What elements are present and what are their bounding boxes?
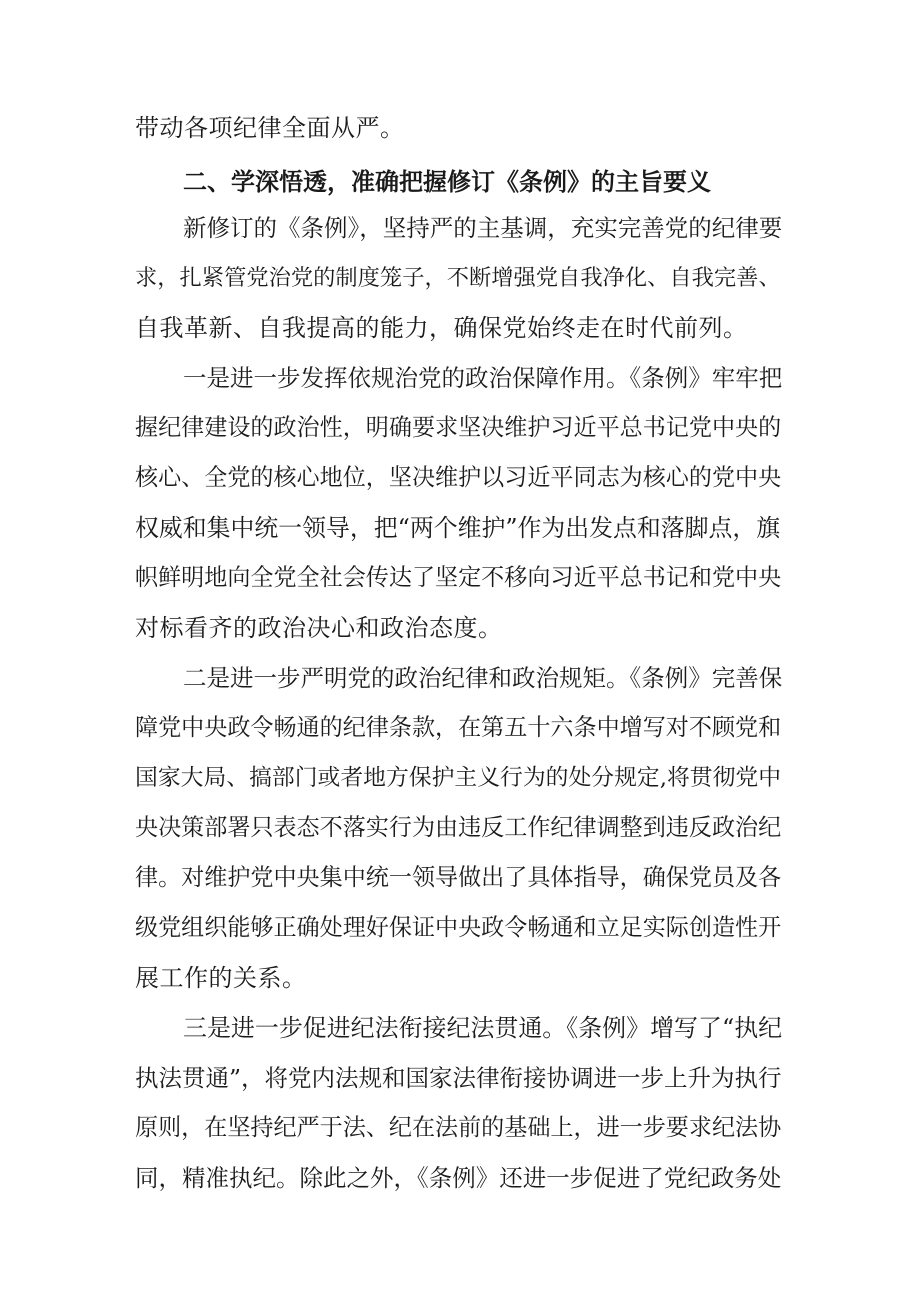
paragraph-line: 权威和集中统一领导，把“两个维护”作为出发点和落脚点，旗 — [135, 514, 781, 542]
paragraph-line: 律。对维护党中央集中统一领导做出了具体指导，确保党员及各 — [135, 865, 782, 891]
paragraph-line: 国家大局、搞部门或者地方保护主义行为的处分规定,将贯彻党中 — [135, 765, 782, 791]
section-heading: 二、学深悟透，准确把握修订《条例》的主旨要义 — [183, 168, 711, 196]
paragraph-line: 展工作的关系。 — [135, 964, 307, 992]
paragraph-line: 帜鲜明地向全党全社会传达了坚定不移向习近平总书记和党中央 — [135, 565, 782, 591]
paragraph-line: 新修订的《条例》，坚持严的主基调，充实完善党的纪律要 — [183, 214, 783, 242]
paragraph-line: 央决策部署只表态不落实行为由违反工作纪律调整到违反政治纪 — [135, 815, 782, 841]
paragraph-line: 握纪律建设的政治性，明确要求坚决维护习近平总书记党中央的 — [135, 415, 782, 441]
paragraph-line: 执法贯通”，将党内法规和国家法律衔接协调进一步上升为执行 — [135, 1064, 782, 1092]
paragraph-line: 带动各项纪律全面从严。 — [135, 114, 405, 142]
paragraph-line: 核心、全党的核心地位，坚决维护以习近平同志为核心的党中央 — [135, 465, 782, 491]
paragraph-line: 一是进一步发挥依规治党的政治保障作用。《条例》牢牢把 — [183, 364, 783, 392]
paragraph-line: 自我革新、自我提高的能力，确保党始终走在时代前列。 — [135, 314, 748, 342]
paragraph-line: 求，扎紧管党治党的制度笼子，不断增强党自我净化、自我完善、 — [135, 265, 781, 291]
paragraph-line: 障党中央政令畅通的纪律条款，在第五十六条中增写对不顾党和 — [135, 715, 782, 741]
paragraph-line: 二是进一步严明党的政治纪律和政治规矩。《条例》完善保 — [183, 664, 783, 692]
paragraph-line: 同，精准执纪。除此之外，《条例》还进一步促进了党纪政务处 — [135, 1164, 782, 1192]
paragraph-line: 三是进一步促进纪法衔接纪法贯通。《条例》增写了“执纪 — [183, 1014, 783, 1042]
paragraph-line: 原则，在坚持纪严于法、纪在法前的基础上，进一步要求纪法协 — [135, 1115, 782, 1141]
paragraph-line: 级党组织能够正确处理好保证中央政令畅通和立足实际创造性开 — [135, 915, 782, 941]
paragraph-line: 对标看齐的政治决心和政治态度。 — [135, 614, 503, 642]
